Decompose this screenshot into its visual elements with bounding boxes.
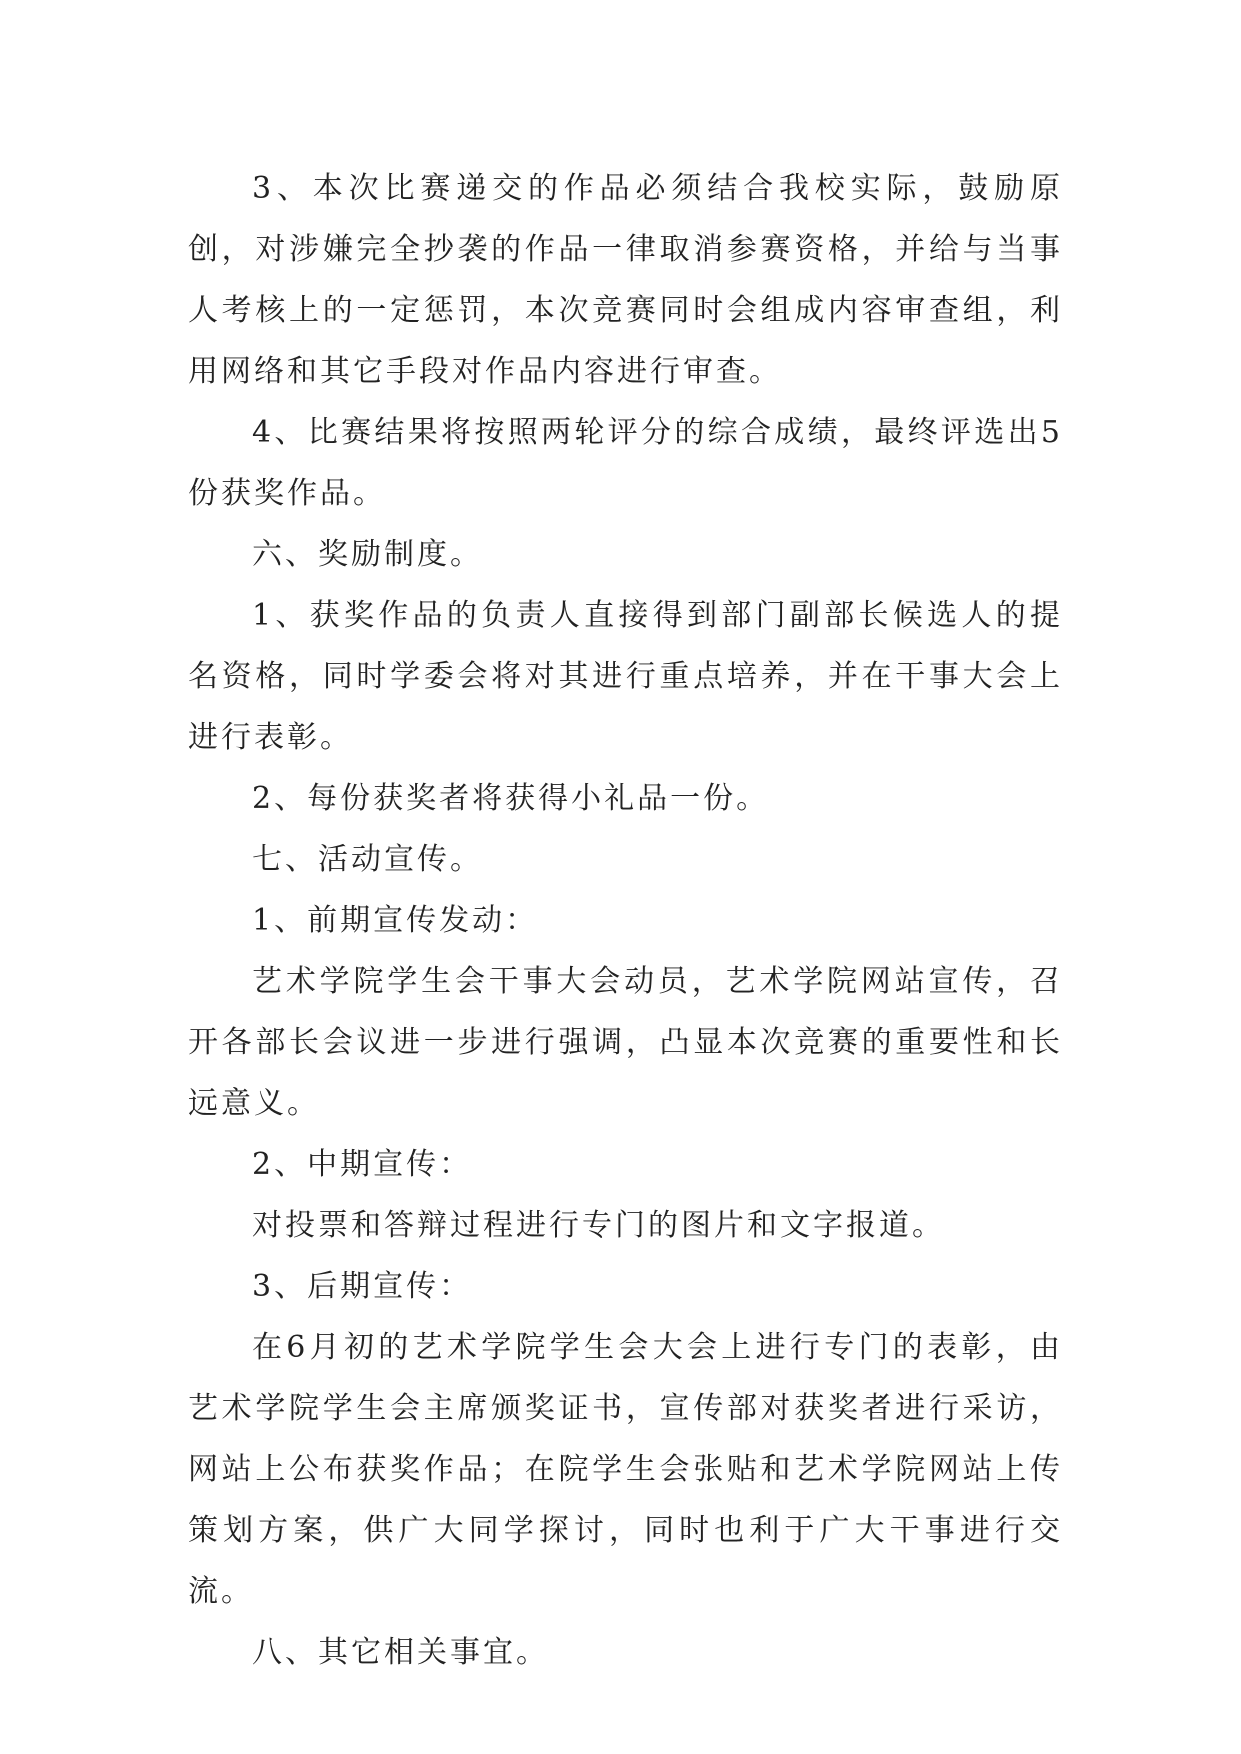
subheading-mid-publicity: 2、中期宣传： bbox=[252, 1147, 473, 1182]
paragraph-early-publicity: 艺术学院学生会干事大会动员，艺术学院网站宣传，召开各部长会议进一步进行强调，凸显本次竞赛的重要性和长远意义。 bbox=[188, 964, 1063, 1121]
subheading-early-publicity: 1、前期宣传发动： bbox=[252, 903, 539, 938]
paragraph-reward-2: 2、每份获奖者将获得小礼品一份。 bbox=[252, 781, 770, 816]
paragraph-late-publicity: 在6月初的艺术学院学生会大会上进行专门的表彰，由艺术学院学生会主席颁奖证书，宣传部对获奖者进行采访，网站上公布获奖作品；在院学生会张贴和艺术学院网站上传策划方案，供广大同学探讨，同时也利于广大干事进行交流。 bbox=[188, 1330, 1063, 1609]
subheading-late-publicity: 3、后期宣传： bbox=[252, 1269, 473, 1304]
section-heading-other-matters: 八、其它相关事宜。 bbox=[252, 1635, 549, 1670]
paragraph-rule-4: 4、比赛结果将按照两轮评分的综合成绩，最终评选出5份获奖作品。 bbox=[188, 415, 1063, 511]
paragraph-reward-1: 1、获奖作品的负责人直接得到部门副部长候选人的提名资格，同时学委会将对其进行重点培养，并在干事大会上进行表彰。 bbox=[188, 598, 1063, 755]
paragraph-mid-publicity: 对投票和答辩过程进行专门的图片和文字报道。 bbox=[252, 1208, 945, 1243]
document-page bbox=[188, 158, 1063, 1683]
section-heading-publicity: 七、活动宣传。 bbox=[252, 842, 483, 877]
paragraph-rule-3: 3、本次比赛递交的作品必须结合我校实际，鼓励原创，对涉嫌完全抄袭的作品一律取消参赛资格，并给与当事人考核上的一定惩罚，本次竞赛同时会组成内容审查组，利用网络和其它手段对作品内容进行审查。 bbox=[188, 171, 1063, 389]
section-heading-rewards: 六、奖励制度。 bbox=[252, 537, 483, 572]
